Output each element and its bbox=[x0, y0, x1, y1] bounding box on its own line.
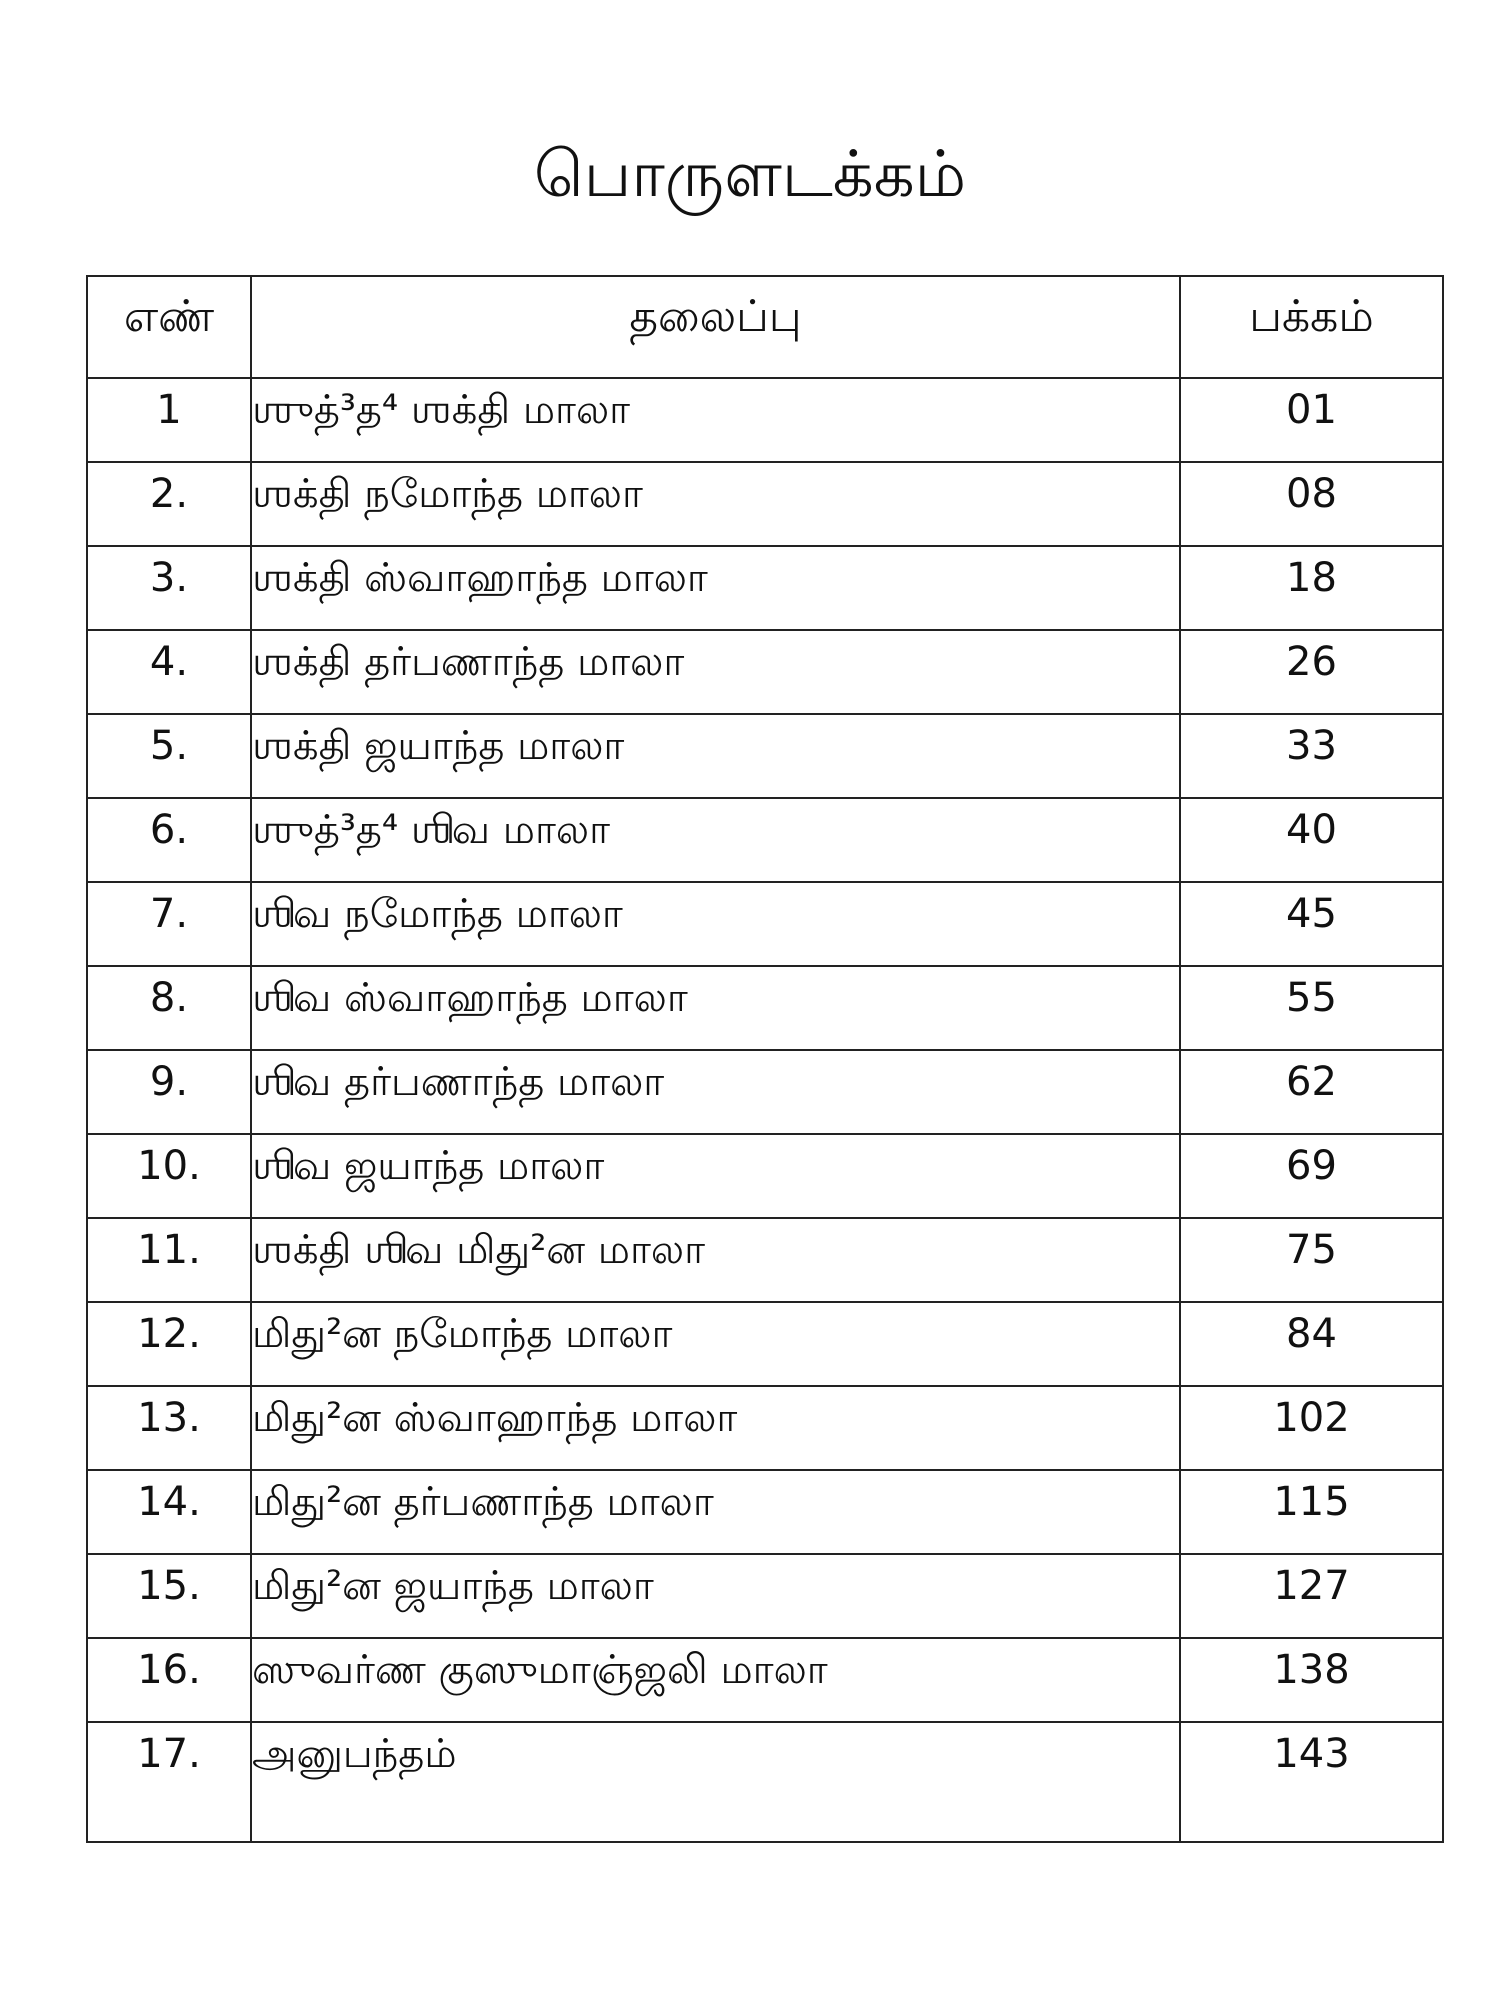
table-row bbox=[87, 462, 1443, 546]
table-row bbox=[87, 1218, 1443, 1302]
row-title: ஶுத்³த⁴ ஶிவ மாலா bbox=[251, 798, 1180, 882]
table-row bbox=[87, 378, 1443, 462]
table-row bbox=[87, 1134, 1443, 1218]
row-page: 55 bbox=[1180, 966, 1443, 1050]
row-title: ஶிவ ஸ்வாஹாந்த மாலா bbox=[251, 966, 1180, 1050]
row-page: 138 bbox=[1180, 1638, 1443, 1722]
row-number: 11. bbox=[87, 1218, 251, 1302]
row-page: 115 bbox=[1180, 1470, 1443, 1554]
row-title: ஸுவர்ண குஸுமாஞ்ஜலி மாலா bbox=[251, 1638, 1180, 1722]
row-number: 3. bbox=[87, 546, 251, 630]
row-title: மிது²ன ஸ்வாஹாந்த மாலா bbox=[251, 1386, 1180, 1470]
row-page: 40 bbox=[1180, 798, 1443, 882]
row-title: ஶக்தி நமோந்த மாலா bbox=[251, 462, 1180, 546]
row-page: 127 bbox=[1180, 1554, 1443, 1638]
row-title: மிது²ன நமோந்த மாலா bbox=[251, 1302, 1180, 1386]
row-number: 8. bbox=[87, 966, 251, 1050]
table-row bbox=[87, 966, 1443, 1050]
row-number: 15. bbox=[87, 1554, 251, 1638]
table-row bbox=[87, 1722, 1443, 1842]
table-row bbox=[87, 1302, 1443, 1386]
header-page: பக்கம் bbox=[1180, 276, 1443, 378]
row-number: 6. bbox=[87, 798, 251, 882]
page-title: பொருளடக்கம் bbox=[533, 138, 967, 212]
row-number: 5. bbox=[87, 714, 251, 798]
table-row bbox=[87, 546, 1443, 630]
row-number: 2. bbox=[87, 462, 251, 546]
row-page: 18 bbox=[1180, 546, 1443, 630]
header-title: தலைப்பு bbox=[251, 276, 1180, 378]
row-page: 01 bbox=[1180, 378, 1443, 462]
row-title: அனுபந்தம் bbox=[251, 1722, 1180, 1842]
table-row bbox=[87, 630, 1443, 714]
row-title: மிது²ன தர்பணாந்த மாலா bbox=[251, 1470, 1180, 1554]
row-title: ஶிவ நமோந்த மாலா bbox=[251, 882, 1180, 966]
row-page: 26 bbox=[1180, 630, 1443, 714]
row-page: 143 bbox=[1180, 1722, 1443, 1842]
table-row bbox=[87, 1386, 1443, 1470]
table-row bbox=[87, 882, 1443, 966]
row-page: 102 bbox=[1180, 1386, 1443, 1470]
contents-table bbox=[86, 275, 1444, 1843]
row-title: ஶக்தி தர்பணாந்த மாலா bbox=[251, 630, 1180, 714]
table-row bbox=[87, 714, 1443, 798]
row-title: ஶிவ ஜயாந்த மாலா bbox=[251, 1134, 1180, 1218]
row-number: 14. bbox=[87, 1470, 251, 1554]
row-number: 4. bbox=[87, 630, 251, 714]
row-title: மிது²ன ஜயாந்த மாலா bbox=[251, 1554, 1180, 1638]
row-number: 12. bbox=[87, 1302, 251, 1386]
row-page: 08 bbox=[1180, 462, 1443, 546]
row-title: ஶக்தி ஶிவ மிது²ன மாலா bbox=[251, 1218, 1180, 1302]
table-row bbox=[87, 798, 1443, 882]
row-number: 13. bbox=[87, 1386, 251, 1470]
table-row bbox=[87, 1470, 1443, 1554]
row-page: 45 bbox=[1180, 882, 1443, 966]
row-page: 69 bbox=[1180, 1134, 1443, 1218]
row-number: 10. bbox=[87, 1134, 251, 1218]
row-title: ஶிவ தர்பணாந்த மாலா bbox=[251, 1050, 1180, 1134]
row-number: 17. bbox=[87, 1722, 251, 1842]
row-page: 33 bbox=[1180, 714, 1443, 798]
header-number: எண் bbox=[87, 276, 251, 378]
row-title: ஶக்தி ஜயாந்த மாலா bbox=[251, 714, 1180, 798]
row-page: 75 bbox=[1180, 1218, 1443, 1302]
table-header-row bbox=[87, 276, 1443, 378]
row-page: 62 bbox=[1180, 1050, 1443, 1134]
row-number: 7. bbox=[87, 882, 251, 966]
row-title: ஶக்தி ஸ்வாஹாந்த மாலா bbox=[251, 546, 1180, 630]
table-row bbox=[87, 1554, 1443, 1638]
row-title: ஶுத்³த⁴ ஶக்தி மாலா bbox=[251, 378, 1180, 462]
row-page: 84 bbox=[1180, 1302, 1443, 1386]
row-number: 9. bbox=[87, 1050, 251, 1134]
table-row bbox=[87, 1050, 1443, 1134]
row-number: 1 bbox=[87, 378, 251, 462]
row-number: 16. bbox=[87, 1638, 251, 1722]
table-row bbox=[87, 1638, 1443, 1722]
